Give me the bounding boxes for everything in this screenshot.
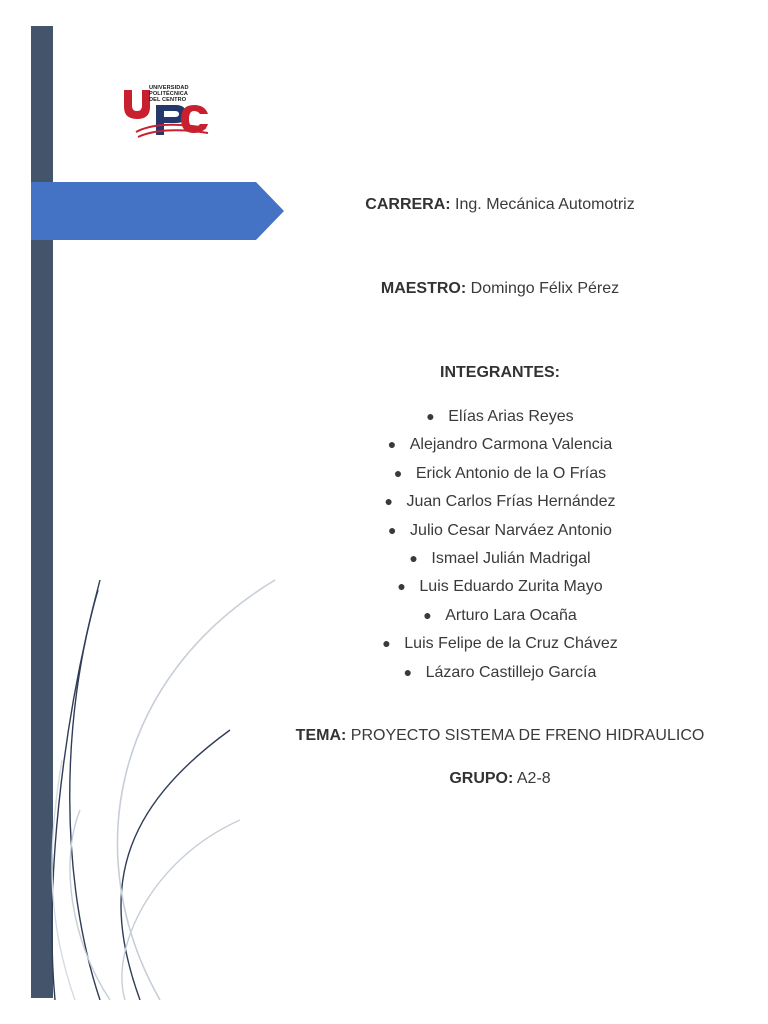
list-item [240,487,760,515]
bullet-icon: ● [387,436,397,453]
member-name: Ismael Julián Madrigal [431,549,591,567]
bullet-icon: ● [397,578,406,595]
bullet-icon: ● [393,464,403,481]
member-name: Juan Carlos Frías Hernández [406,493,616,511]
member-name: Arturo Lara Ocaña [445,606,577,624]
member-name: Julio Cesar Narváez Antonio [410,521,612,539]
members-heading [240,364,760,382]
member-name: Erick Antonio de la O Frías [415,464,607,482]
bullet-icon: ● [388,521,397,538]
list-item [240,629,760,657]
teacher-value: Domingo Félix Pérez [466,280,620,297]
list-item [240,544,760,572]
group-line [240,770,760,788]
bullet-icon: ● [403,663,413,680]
list-item [240,658,760,686]
career-value: Ing. Mecánica Automotriz [450,196,635,213]
bullet-icon: ● [382,635,391,652]
list-item [240,572,760,600]
logo-line-3: DEL CENTRO [149,97,187,103]
teacher-line [240,280,760,298]
member-name: Luis Felipe de la Cruz Chávez [404,635,618,653]
university-logo [118,80,214,144]
logo-line-2: POLITÉCNICA [149,91,189,97]
topic-value: PROYECTO SISTEMA DE FRENO HIDRAULICO [346,727,705,744]
members-heading-label: INTEGRANTES: [440,364,560,381]
logo-line-1: UNIVERSIDAD [149,85,189,91]
members-section [240,402,760,686]
member-name: Luis Eduardo Zurita Mayo [419,578,603,596]
bullet-icon: ● [423,606,432,623]
topic-label: TEMA: [295,727,347,744]
list-item [240,459,760,487]
bullet-icon: ● [384,493,393,510]
list-item [240,601,760,629]
group-value: A2-8 [513,770,551,787]
career-line [240,196,760,214]
list-item [240,430,760,458]
member-name: Lázaro Castillejo García [425,663,597,681]
teacher-label: MAESTRO: [380,280,467,297]
member-name: Elías Arias Reyes [448,408,574,425]
bullet-icon: ● [426,408,435,424]
members-list [240,402,760,686]
logo-text [149,85,213,103]
list-item [240,516,760,544]
career-label: CARRERA: [365,196,451,213]
topic-line [240,727,760,745]
group-label: GRUPO: [449,770,514,787]
member-name: Alejandro Carmona Valencia [409,436,613,454]
list-item [240,402,760,430]
bullet-icon: ● [409,549,418,566]
